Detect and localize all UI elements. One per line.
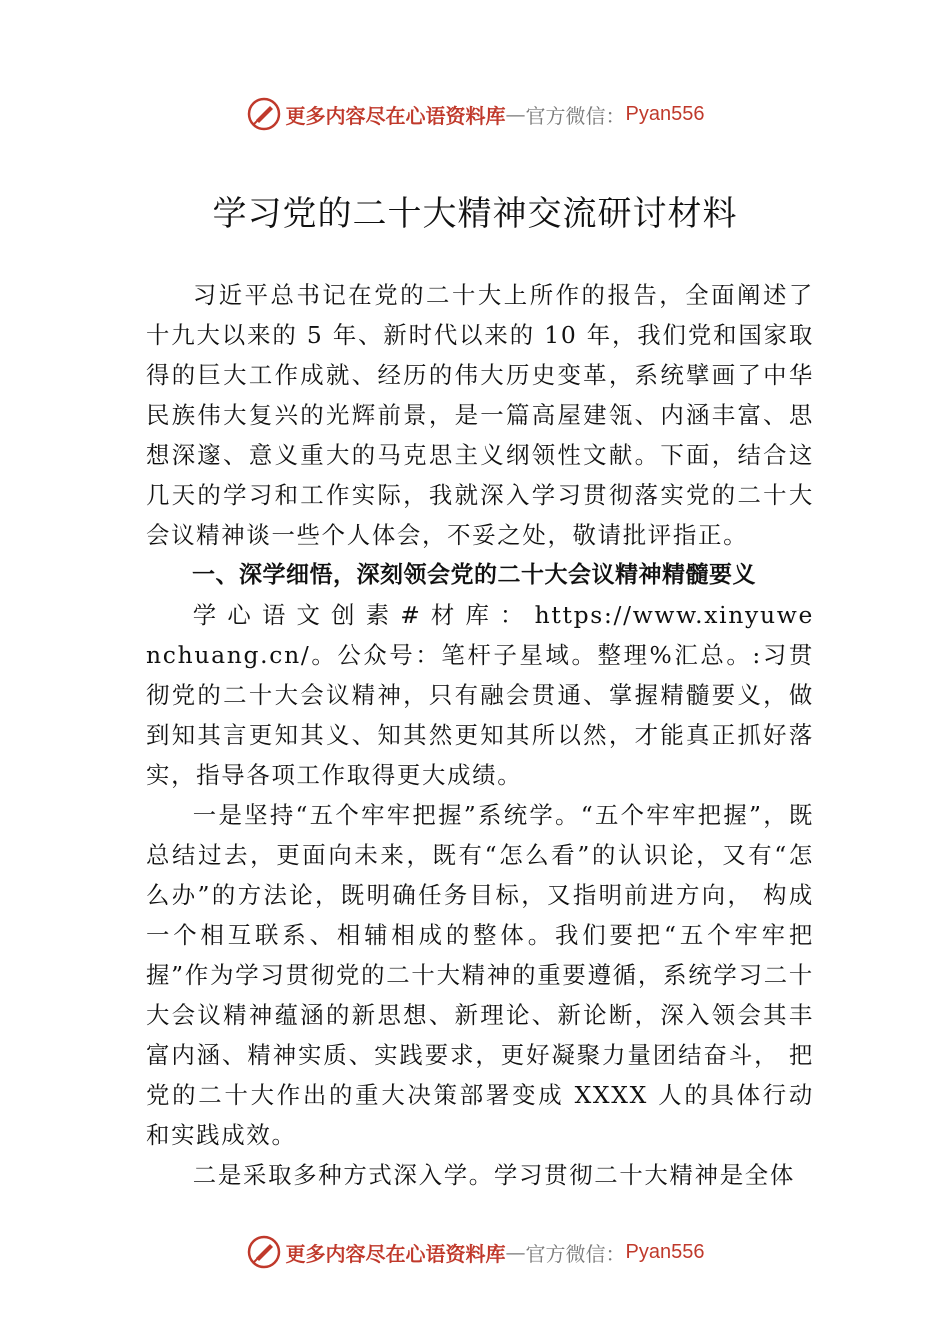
body-paragraph-3: 一是坚持“五个牢牢把握”系统学。“五个牢牢把握”，既总结过去，更面向未来，既有“怎么看”的认识论，又有“怎么办”的方法论，既明确任务目标，又指明前进方向， 构成一个相互联系、相辅相成的整体。我们要把“五个牢牢把握”作为学习贯彻党的二十大精神的重要遵循，系统学习二十大会议精神蕴涵的新思想、新理论、新论断，深入领会其丰富内涵、精神实质、实践要求，更好凝聚力量团结奋斗， 把党的二十大作出的重大决策部署变成 XXXX 人的具体行动和实践成效。 bbox=[146, 801, 814, 1149]
header-banner bbox=[0, 92, 950, 136]
banner-wechat-id: Pyan556 bbox=[625, 102, 705, 125]
brand-logo-icon bbox=[246, 96, 282, 132]
footer-banner bbox=[0, 1230, 950, 1274]
banner-main-text: 更多内容尽在心语资料库 bbox=[285, 103, 506, 128]
banner-separator: — bbox=[505, 102, 526, 126]
body-paragraph-4: 二是采取多种方式深入学。学习贯彻二十大精神是全体 bbox=[192, 1161, 795, 1189]
brand-logo-icon bbox=[246, 1234, 282, 1270]
banner-separator: — bbox=[505, 1240, 526, 1264]
intro-paragraph: 习近平总书记在党的二十大上所作的报告，全面阐述了十九大以来的 5 年、新时代以来的 10 年，我们党和国家取得的巨大工作成就、经历的伟大历史变革，系统擘画了中华民族伟大复兴的光辉前景，是一篇高屋建瓴、内涵丰富、思想深邃、意义重大的马克思主义纲领性文献。下面，结合这几天的学习和工作实际，我就深入学习贯彻落实党的二十大会议精神谈一些个人体会，不妥之处，敬请批评指正。 bbox=[146, 281, 814, 549]
document-title: 学习党的二十大精神交流研讨材料 bbox=[212, 194, 738, 234]
banner-wechat-label: 官方微信： bbox=[525, 103, 626, 128]
banner-wechat-label: 官方微信： bbox=[525, 1241, 626, 1266]
body-paragraph-2: 学 心 语 文 创 素 # 材 库 ： https://www.xinyuwenchuang.cn/。公众号：笔杆子星域。整理%汇总。:习贯彻党的二十大会议精神，只有融会贯通、掌握精髓要义，做到知其言更知其义、知其然更知其所以然，才能真正抓好落实，指导各项工作取得更大成绩。 bbox=[146, 601, 814, 789]
document-body bbox=[146, 275, 814, 1195]
banner-wechat-id: Pyan556 bbox=[625, 1240, 705, 1263]
section-heading-1: 一、深学细悟，深刻领会党的二十大会议精神精髓要义 bbox=[192, 562, 756, 588]
banner-main-text: 更多内容尽在心语资料库 bbox=[285, 1241, 506, 1266]
